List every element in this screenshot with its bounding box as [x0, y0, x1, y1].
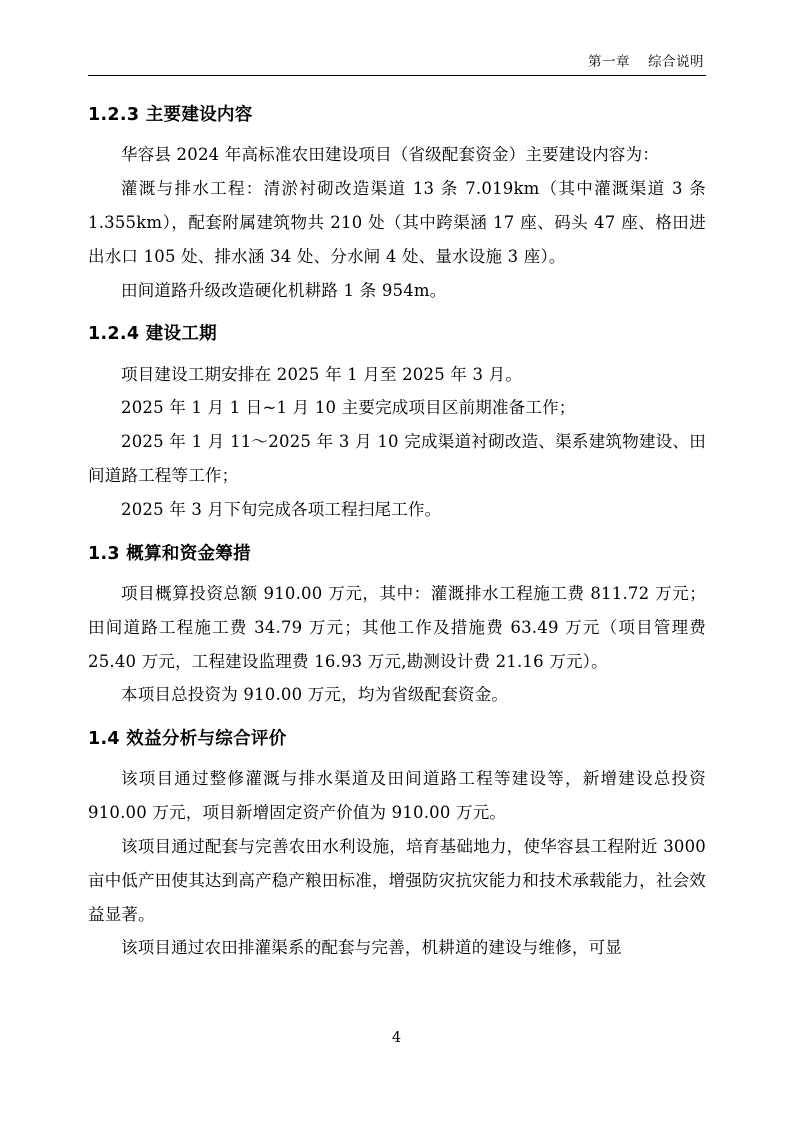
paragraph: 本项目总投资为 910.00 万元，均为省级配套资金。 — [121, 685, 509, 705]
header-divider — [88, 75, 706, 76]
paragraph: 该项目通过农田排灌渠系的配套与完善，机耕道的建设与维修，可显 — [121, 938, 622, 958]
section-heading-1-2-4: 1.2.4 建设工期 — [88, 324, 217, 345]
section-heading-1-4: 1.4 效益分析与综合评价 — [88, 729, 287, 750]
section-1-4 — [88, 726, 706, 965]
page-content — [88, 50, 706, 967]
page-number: 4 — [391, 1030, 402, 1046]
paragraph: 灌溉与排水工程：清淤衬砌改造渠道 13 条 7.019km（其中灌溉渠道 3 条 1.355km），配套附属建筑物共 210 处（其中跨渠涵 17 座、码头 47 座、格田进出水口 105 处、排水涵 34 处、分水闸 4 处、量水设施 3 座）。 — [88, 179, 706, 266]
header-section-label: 综合说明 — [648, 54, 704, 70]
page-header — [88, 50, 706, 75]
paragraph: 2025 年 1 月 1 日~1 月 10 主要完成项目区前期准备工作； — [121, 398, 576, 418]
paragraph: 华容县 2024 年高标准农田建设项目（省级配套资金）主要建设内容为： — [121, 145, 659, 165]
section-1-2-4 — [88, 321, 706, 526]
section-1-3 — [88, 541, 706, 713]
section-1-2-3 — [88, 102, 706, 307]
section-heading-1-2-3: 1.2.3 主要建设内容 — [88, 105, 253, 125]
paragraph: 该项目通过整修灌溉与排水渠道及田间道路工程等建设等，新增建设总投资 910.00 万元，项目新增固定资产价值为 910.00 万元。 — [88, 769, 706, 823]
paragraph: 项目概算投资总额 910.00 万元，其中：灌溉排水工程施工费 811.72 万元；田间道路工程施工费 34.79 万元；其他工作及措施费 63.49 万元（项目管理费 25.40 万元，工程建设监理费 16.93 万元,勘测设计费 21.16 万元）。 — [88, 583, 706, 671]
paragraph: 田间道路升级改造硬化机耕路 1 条 954m。 — [121, 280, 447, 300]
paragraph: 该项目通过配套与完善农田水利设施，培育基础地力，使华容县工程附近 3000 亩中低产田使其达到高产稳产粮田标准，增强防灾抗灾能力和技术承载能力，社会效益显著。 — [88, 837, 706, 924]
section-heading-1-3: 1.3 概算和资金筹措 — [88, 543, 251, 564]
paragraph: 项目建设工期安排在 2025 年 1 月至 2025 年 3 月。 — [121, 364, 523, 384]
paragraph: 2025 年 1 月 11～2025 年 3 月 10 完成渠道衬砌改造、渠系建筑物建设、田间道路工程等工作； — [88, 432, 706, 485]
paragraph: 2025 年 3 月下旬完成各项工程扫尾工作。 — [121, 499, 442, 519]
header-chapter-label: 第一章 — [588, 54, 630, 70]
